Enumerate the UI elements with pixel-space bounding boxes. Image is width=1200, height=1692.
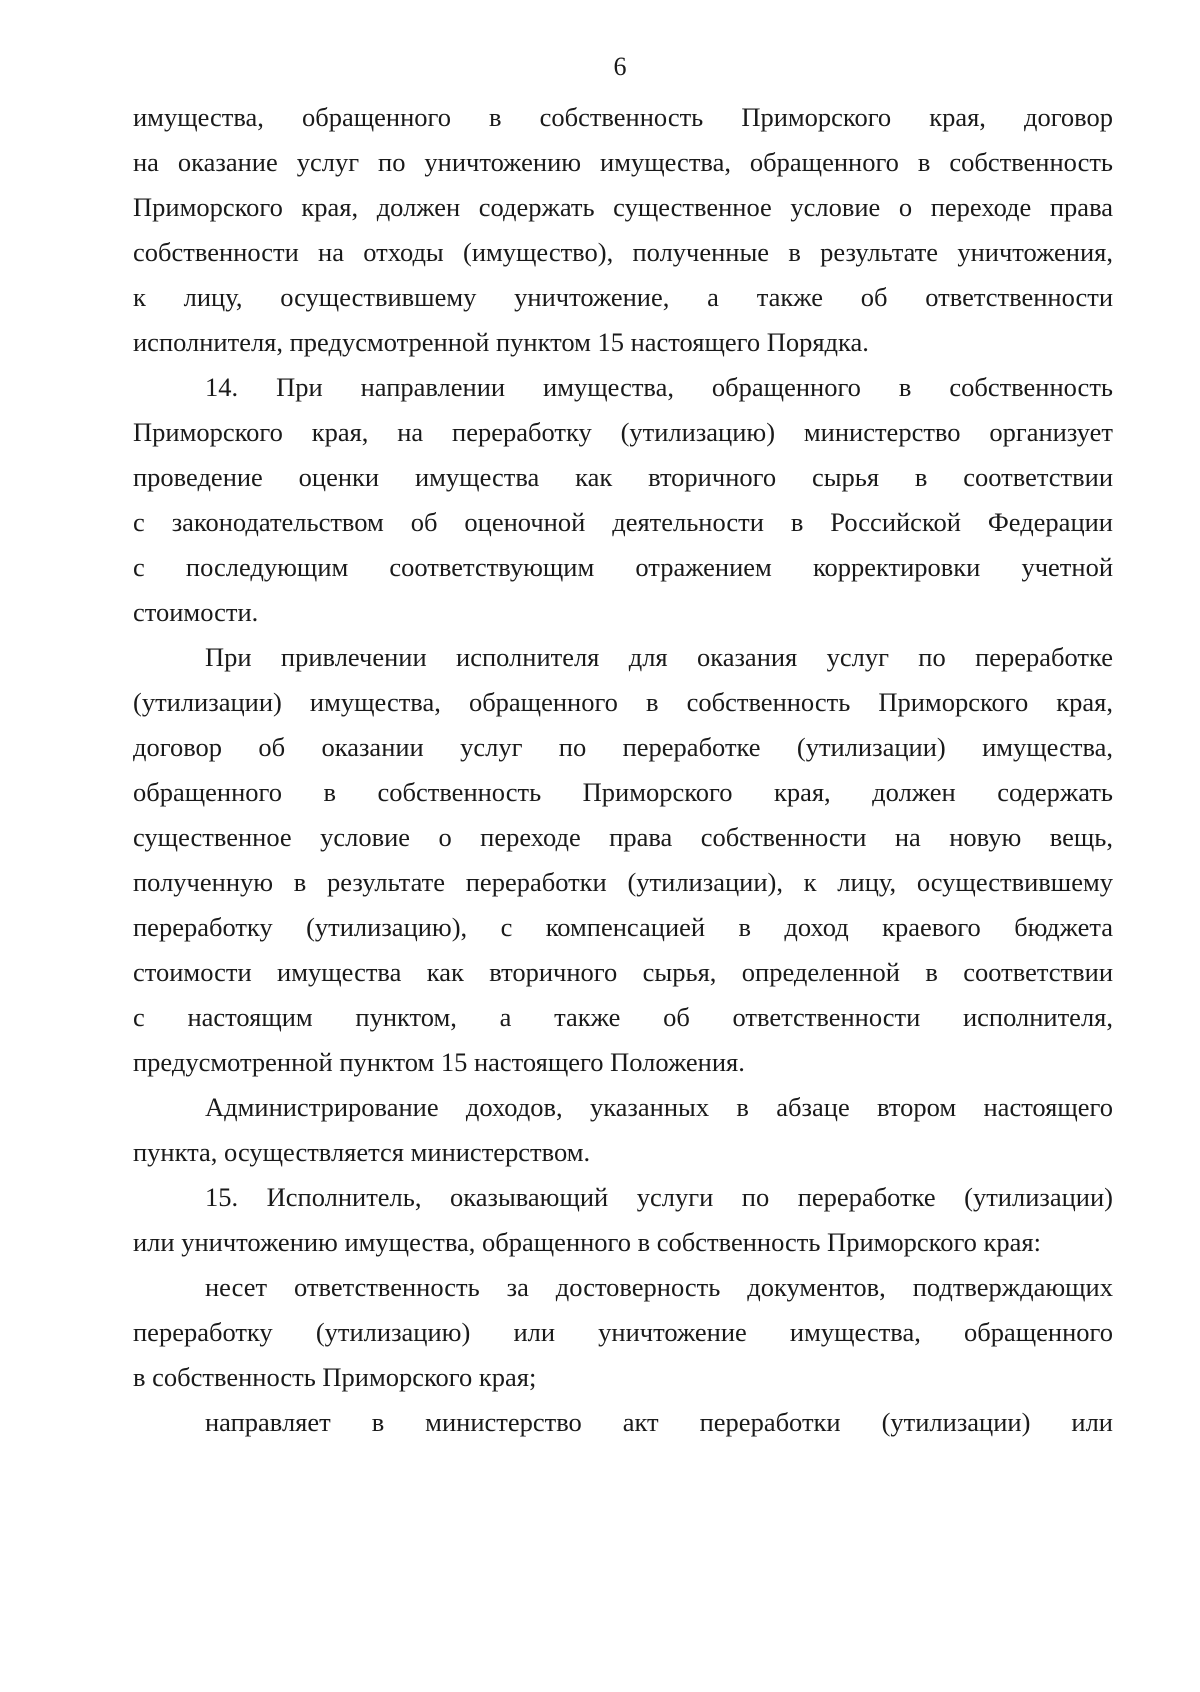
text-line: пункта, осуществляется министерством.	[133, 1137, 591, 1167]
text-line: на оказание услуг по уничтожению имущества, обращенного в собственность	[133, 147, 1113, 177]
text-line: 15. Исполнитель, оказывающий услуги по переработке (утилизации)	[205, 1182, 1113, 1212]
text-line: к лицу, осуществившему уничтожение, а также об ответственности	[133, 282, 1113, 312]
page-number: 6	[613, 52, 627, 81]
text-line: Приморского края, на переработку (утилизацию) министерство организует	[133, 417, 1113, 447]
text-line: полученную в результате переработки (утилизации), к лицу, осуществившему	[133, 867, 1113, 897]
text-line: с законодательством об оценочной деятельности в Российской Федерации	[133, 507, 1113, 537]
text-line: стоимости имущества как вторичного сырья, определенной в соответствии	[133, 957, 1113, 987]
text-line: с настоящим пунктом, а также об ответственности исполнителя,	[133, 1002, 1113, 1032]
text-line: договор об оказании услуг по переработке (утилизации) имущества,	[133, 732, 1113, 762]
text-line: исполнителя, предусмотренной пунктом 15 настоящего Порядка.	[133, 327, 869, 357]
text-line: предусмотренной пунктом 15 настоящего Положения.	[133, 1047, 745, 1077]
text-line: переработку (утилизацию), с компенсацией в доход краевого бюджета	[133, 912, 1113, 942]
text-line: 14. При направлении имущества, обращенного в собственность	[205, 372, 1113, 402]
text-line: или уничтожению имущества, обращенного в собственность Приморского края:	[133, 1227, 1041, 1257]
text-line: имущества, обращенного в собственность Приморского края, договор	[133, 102, 1113, 132]
text-line: в собственность Приморского края;	[133, 1362, 537, 1392]
text-line: собственности на отходы (имущество), полученные в результате уничтожения,	[133, 237, 1113, 267]
text-line: Администрирование доходов, указанных в абзаце втором настоящего	[205, 1092, 1113, 1122]
text-line: При привлечении исполнителя для оказания услуг по переработке	[205, 642, 1113, 672]
text-line: Приморского края, должен содержать существенное условие о переходе права	[133, 192, 1113, 222]
text-line: (утилизации) имущества, обращенного в собственность Приморского края,	[133, 687, 1113, 717]
text-line: обращенного в собственность Приморского края, должен содержать	[133, 777, 1113, 807]
text-line: несет ответственность за достоверность документов, подтверждающих	[205, 1272, 1113, 1302]
text-line: переработку (утилизацию) или уничтожение имущества, обращенного	[133, 1317, 1113, 1347]
text-line: с последующим соответствующим отражением корректировки учетной	[133, 552, 1113, 582]
text-line: направляет в министерство акт переработки (утилизации) или	[205, 1407, 1113, 1437]
text-line: существенное условие о переходе права собственности на новую вещь,	[133, 822, 1113, 852]
text-line: проведение оценки имущества как вторичного сырья в соответствии	[133, 462, 1113, 492]
text-line: стоимости.	[133, 597, 259, 627]
